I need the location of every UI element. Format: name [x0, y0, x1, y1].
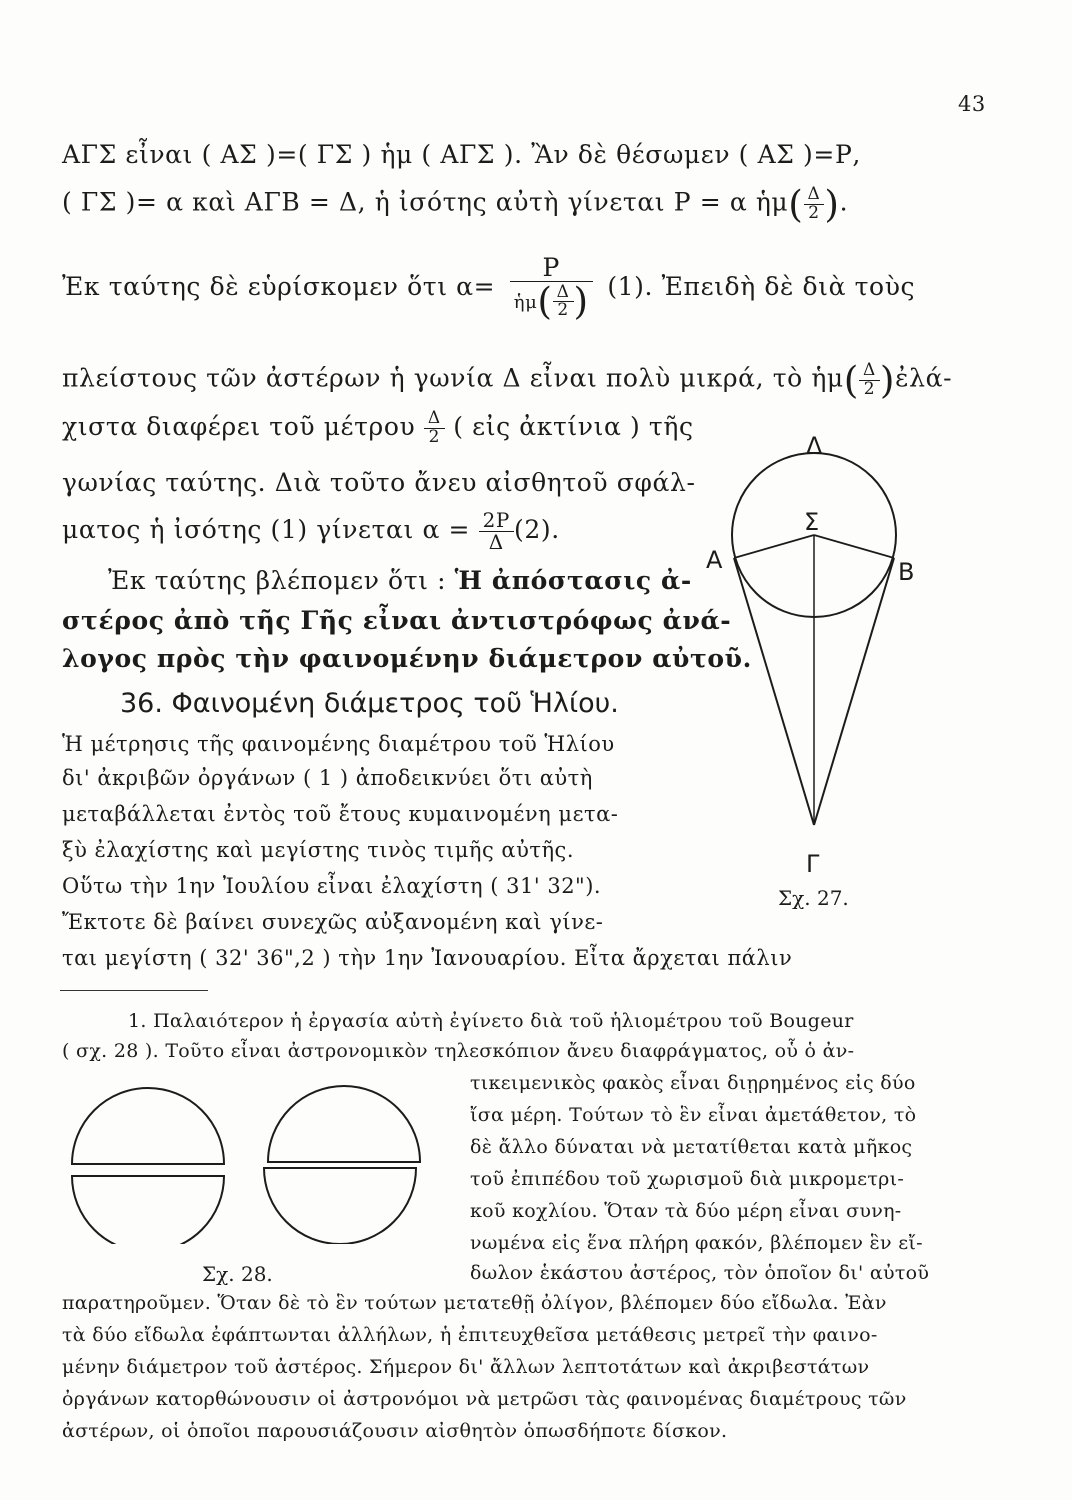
footnote-line-13: ὀργάνων κατορθώνουσιν οἱ ἀστρονόμοι νὰ μετρῶσι τὰς φαινομένας διαμέτρους τῶν: [62, 1388, 907, 1410]
body-line-8: [108, 566, 692, 595]
footnote-line-1: 1. Παλαιότερον ἡ ἐργασία αὐτὴ ἐγίνετο διὰ τοῦ ἡλιομέτρου τοῦ Bougeur: [128, 1010, 854, 1032]
fraction-delta-over-2: [553, 281, 574, 321]
fraction-p-over-sin: [510, 255, 593, 322]
fraction-numerator: Δ: [424, 410, 445, 429]
lens-bottom-half-right: [264, 1168, 416, 1244]
footnote-line-14: ἀστέρων, οἱ ὁποῖοι παρουσιάζουσιν αἰσθητὸν ὁπωσδήποτε δίσκον.: [62, 1420, 728, 1442]
fraction-numerator: Δ: [859, 362, 880, 381]
body-line-8-bold: Ἡ ἀπόστασις ἀ-: [454, 566, 692, 595]
radius-line-left: [734, 535, 814, 558]
body-line-4-pre: πλείστους τῶν ἀστέρων ἡ γωνία Δ εἶναι πολὺ μικρά, τὸ ἡμ: [62, 363, 844, 393]
fraction-denominator: Δ: [488, 530, 504, 554]
section-line-5: Οὕτω τὴν 1ην Ἰουλίου εἶναι ἐλαχίστη ( 31' 32").: [62, 874, 602, 898]
section-heading: 36. Φαινομένη διάμετρος τοῦ Ἡλίου.: [120, 688, 619, 719]
fraction-numerator: Δ: [553, 284, 574, 303]
paren-right: ): [824, 182, 840, 226]
lens-top-half-right: [268, 1086, 420, 1162]
body-line-5: [62, 410, 694, 447]
figure-28-caption: Σχ. 28.: [202, 1262, 273, 1286]
lens-top-half-left: [72, 1088, 224, 1164]
footnote-line-11: τὰ δύο εἴδωλα ἐφάπτωνται ἀλλήλων, ἡ ἐπιτευχθεῖσα μετάθεσις μετρεῖ τὴν φαινο-: [62, 1324, 878, 1346]
fraction-numerator: Δ: [804, 186, 825, 205]
lens-bottom-half-left: [72, 1176, 224, 1244]
fraction-2p-over-delta: [479, 510, 514, 553]
body-line-4-post: ἐλά-: [895, 363, 953, 393]
body-line-10: λογος πρὸς τὴν φαινομένην διάμετρον αὐτοῦ.: [62, 644, 752, 673]
footnote-line-8: νωμένα εἰς ἕνα πλήρη φακόν, βλέπομεν ἓν εἴ-: [470, 1232, 923, 1254]
footnote-line-9: δωλον ἑκάστου ἀστέρος, τὸν ὁποῖον δι' αὐτοῦ: [470, 1262, 930, 1284]
body-line-8-pre: Ἐκ ταύτης βλέπομεν ὅτι :: [108, 566, 447, 595]
fraction-denominator: 2: [808, 202, 820, 223]
tangent-line-right: [814, 558, 894, 825]
fraction-delta-over-2: [424, 410, 445, 447]
body-line-6: γωνίας ταύτης. Διὰ τοῦτο ἄνευ αἰσθητοῦ σφάλ-: [62, 468, 696, 497]
body-line-3: [62, 255, 915, 322]
body-line-2: ( ΓΣ )= α καὶ ΑΓΒ = Δ, ἡ ἰσότης αὐτὴ γίνεται Ρ = α ἡμ( $\frac{\Delta}{2}$ ).: [62, 182, 849, 226]
tangent-line-left: [734, 558, 814, 825]
figure-27-label-delta: Δ: [806, 432, 823, 460]
section-line-4: ξὺ ἐλαχίστης καὶ μεγίστης τινὸς τιμῆς αὐτῆς.: [62, 838, 574, 862]
footnote-rule: [60, 990, 208, 991]
section-line-6: Ἔκτοτε δὲ βαίνει συνεχῶς αὐξανομένη καὶ γίνε-: [62, 910, 604, 934]
body-line-7-post: (2).: [514, 515, 560, 544]
paren-left: (: [537, 279, 553, 324]
sin-label: ἡμ: [513, 292, 538, 314]
section-line-2: δι' ἀκριβῶν ὀργάνων ( 1 ) ἀποδεικνύει ὅτι αὐτὴ: [62, 766, 593, 790]
body-line-5-post: ( εἰς ἀκτίνια ) τῆς: [453, 411, 694, 441]
body-line-7-pre: ματος ἡ ἰσότης (1) γίνεται α =: [62, 515, 471, 544]
body-line-3-post: (1). Ἐπειδὴ δὲ διὰ τοὺς: [607, 271, 916, 301]
body-line-5-pre: χιστα διαφέρει τοῦ μέτρου: [62, 411, 416, 441]
paren-right: ): [879, 358, 896, 402]
figure-27-caption: Σχ. 27.: [778, 886, 849, 910]
body-line-2-text: ( ΓΣ )= α καὶ ΑΓΒ = Δ, ἡ ἰσότης αὐτὴ γίνεται Ρ = α ἡμ: [62, 187, 789, 217]
figure-28-diagram: [60, 1084, 460, 1244]
paren-left: (: [788, 182, 804, 226]
fraction-delta-over-2: [804, 183, 825, 223]
body-line-7: [62, 510, 560, 553]
footnote-line-5: δὲ ἄλλο δύναται νὰ μετατίθεται κατὰ μῆκος: [470, 1136, 913, 1158]
radius-line-right: [814, 535, 894, 558]
body-line-9: στέρος ἀπὸ τῆς Γῆς εἶναι ἀντιστρόφως ἀνά-: [62, 606, 732, 635]
fraction-denominator: 2: [863, 378, 876, 399]
fraction-denominator: 2: [557, 300, 569, 321]
fraction-numerator: Ρ: [510, 255, 593, 282]
section-line-3: μεταβάλλεται ἐντὸς τοῦ ἔτους κυμαινομένη μετα-: [62, 802, 619, 826]
body-line-3-pre: Ἐκ ταύτης δὲ εὑρίσκομεν ὅτι α=: [62, 271, 496, 301]
figure-27-label-a: Α: [706, 546, 723, 574]
fraction-denominator: 2: [428, 426, 440, 447]
paren-right: ): [573, 279, 589, 324]
body-line-1: ΑΓΣ εἶναι ( ΑΣ )=( ΓΣ ) ἡμ ( ΑΓΣ ). Ἂν δὲ θέσωμεν ( ΑΣ )=Ρ,: [62, 140, 861, 169]
section-line-1: Ἡ μέτρησις τῆς φαινομένης διαμέτρου τοῦ Ἡλίου: [62, 732, 615, 756]
fraction-delta-over-2: [859, 359, 880, 399]
footnote-line-12: μένην διάμετρον τοῦ ἀστέρος. Σήμερον δι' ἄλλων λεπτοτάτων καὶ ἀκριβεστάτων: [62, 1356, 870, 1378]
page-number: 43: [958, 92, 986, 116]
footnote-line-2: ( σχ. 28 ). Τοῦτο εἶναι ἀστρονομικὸν τηλεσκόπιον ἄνευ διαφράγματος, οὗ ὁ ἀν-: [62, 1040, 855, 1062]
footnote-line-10: παρατηροῦμεν. Ὅταν δὲ τὸ ἓν τούτων μετατεθῇ ὀλίγον, βλέπομεν δύο εἴδωλα. Ἐὰν: [62, 1292, 887, 1314]
figure-27-label-gamma: Γ: [806, 850, 820, 878]
footnote-line-3: τικειμενικὸς φακὸς εἶναι διῃρημένος εἰς δύο: [470, 1072, 916, 1094]
footnote-line-4: ἴσα μέρη. Τούτων τὸ ἓν εἶναι ἀμετάθετον, τὸ: [470, 1104, 917, 1126]
section-line-7: ται μεγίστη ( 32' 36",2 ) τὴν 1ην Ἰανουαρίου. Εἶτα ἄρχεται πάλιν: [62, 946, 793, 970]
figure-27-label-sigma: Σ: [804, 508, 820, 536]
body-line-4: [62, 358, 952, 402]
footnote-line-7: κοῦ κοχλίου. Ὅταν τὰ δύο μέρη εἶναι συνη-: [470, 1200, 902, 1222]
figure-27-label-b: Β: [898, 558, 915, 586]
paren-left: (: [843, 358, 860, 402]
fraction-numerator: 2Ρ: [479, 510, 514, 532]
footnote-line-6: τοῦ ἐπιπέδου τοῦ χωρισμοῦ διὰ μικρομετρι-: [470, 1168, 905, 1190]
fraction-denominator: [510, 279, 593, 324]
